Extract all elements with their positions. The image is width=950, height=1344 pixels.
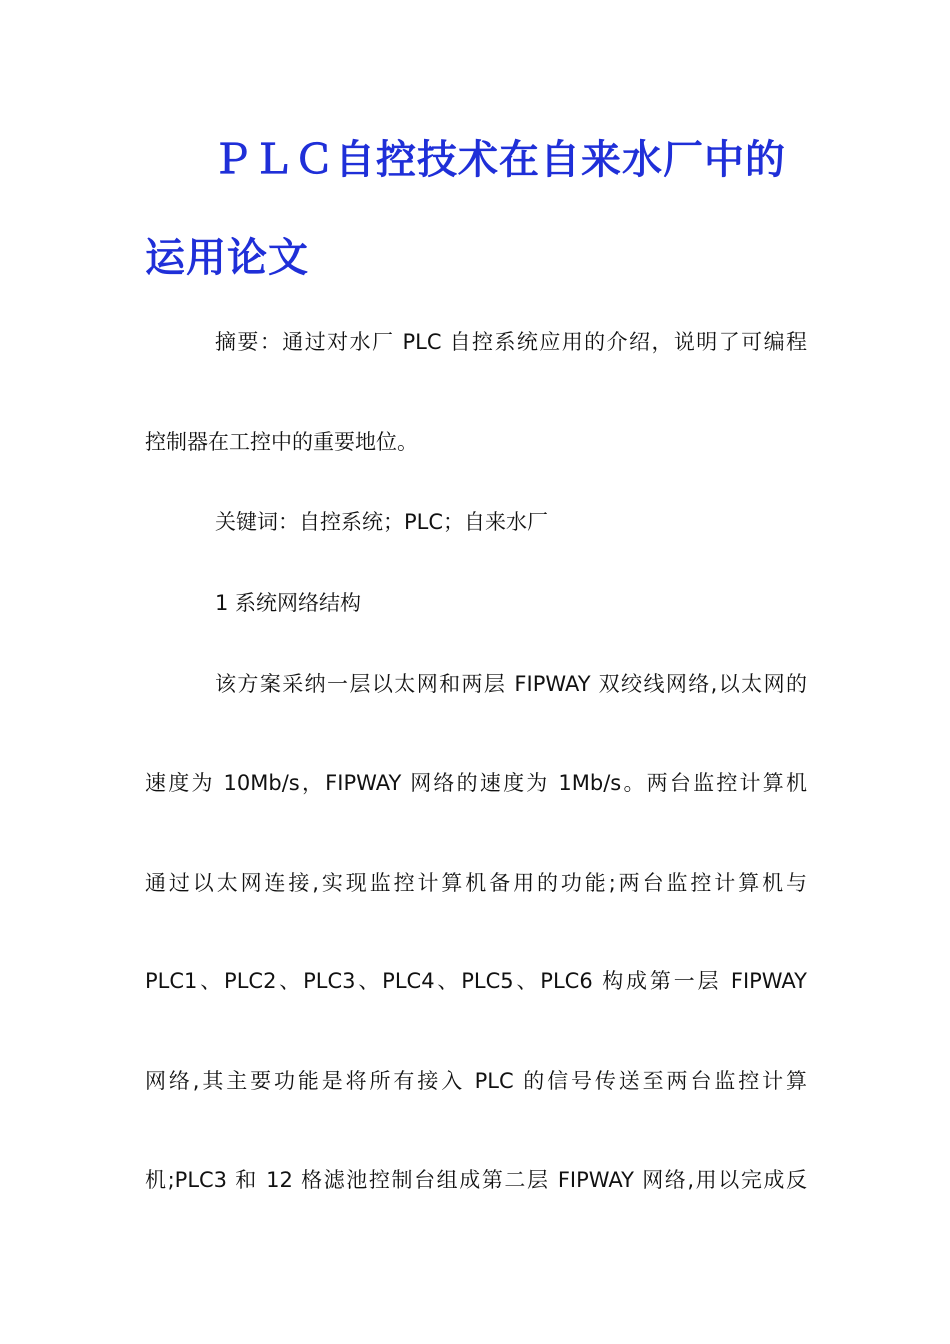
body-line-4: PLC1、PLC2、PLC3、PLC4、PLC5、PLC6 构成第一层 FIPWAY	[145, 969, 807, 993]
body-line-3: 通过以太网连接,实现监控计算机备用的功能;两台监控计算机与	[145, 871, 807, 895]
document-title-line-1: ＰＬＣ自控技术在自来水厂中的	[212, 137, 786, 183]
document-title-line-2: 运用论文	[145, 235, 309, 281]
body-line-1: 该方案采纳一层以太网和两层 FIPWAY 双绞线网络,以太网的	[215, 672, 807, 696]
abstract-line-2: 控制器在工控中的重要地位。	[145, 430, 418, 454]
keywords-line: 关键词：自控系统；PLC；自来水厂	[215, 510, 549, 534]
body-line-2: 速度为 10Mb/s，FIPWAY 网络的速度为 1Mb/s。两台监控计算机	[145, 771, 807, 795]
section-heading: 1 系统网络结构	[215, 591, 362, 615]
abstract-line-1: 摘要：通过对水厂 PLC 自控系统应用的介绍，说明了可编程	[215, 330, 807, 354]
body-line-6: 机;PLC3 和 12 格滤池控制台组成第二层 FIPWAY 网络,用以完成反	[145, 1168, 807, 1192]
body-line-5: 网络,其主要功能是将所有接入 PLC 的信号传送至两台监控计算	[145, 1069, 807, 1093]
